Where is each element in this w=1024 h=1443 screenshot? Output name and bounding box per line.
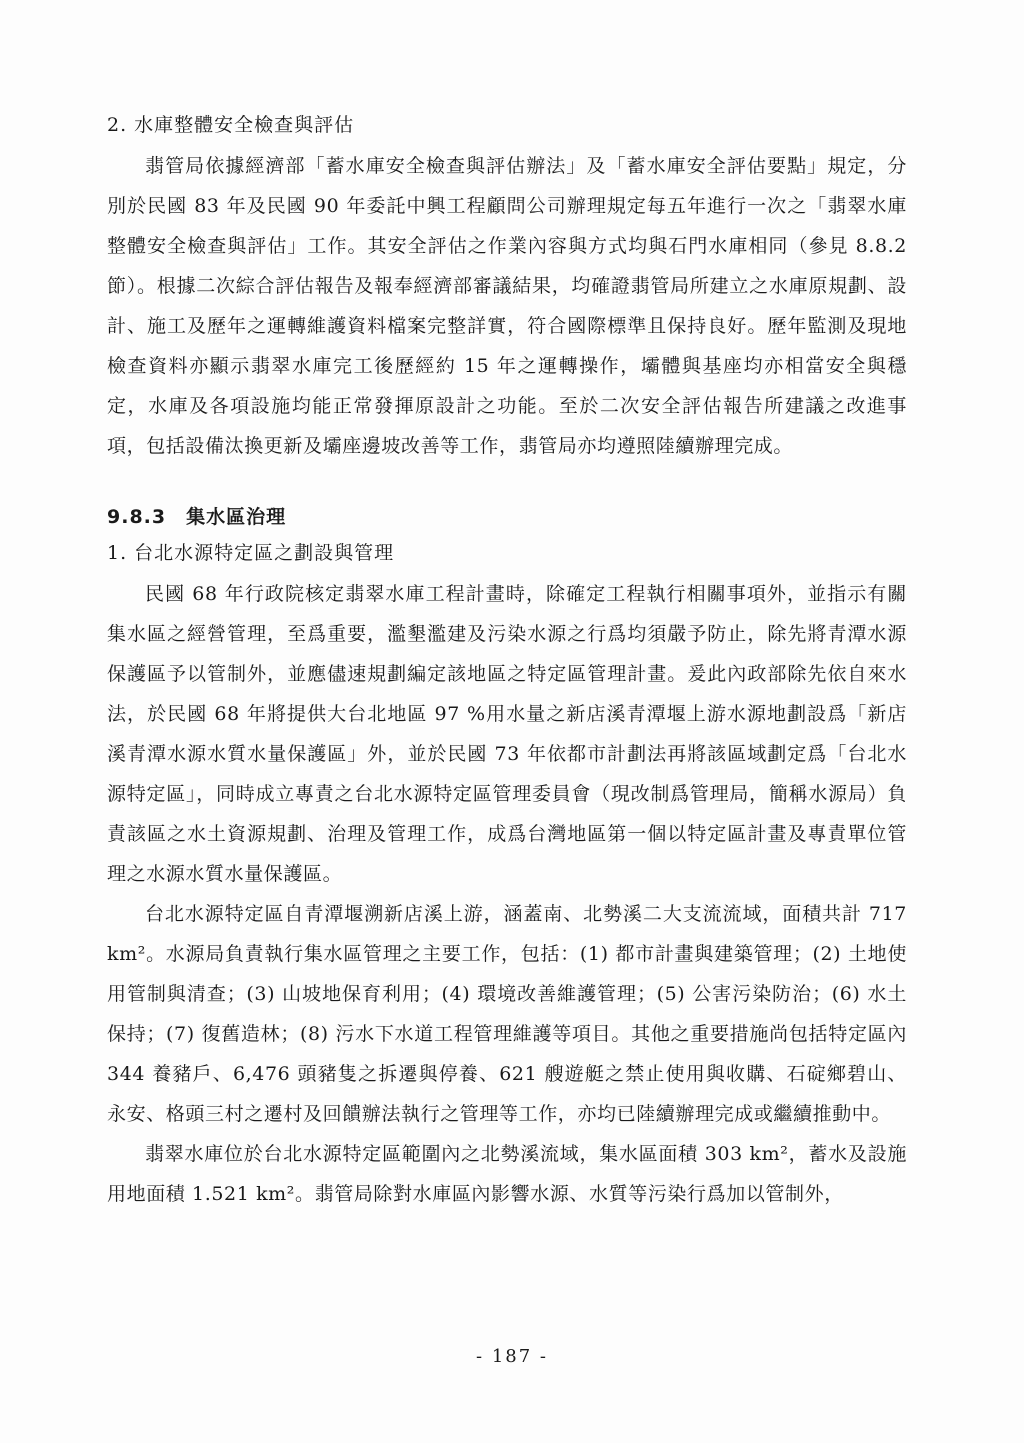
section-watershed-management — [107, 502, 907, 532]
section-heading: 9.8.3 集水區治理 — [107, 506, 287, 528]
page-content — [107, 110, 907, 1214]
section-dam-safety — [107, 110, 907, 466]
body-paragraph: 翡管局依據經濟部「蓄水庫安全檢查與評估辦法」及「蓄水庫安全評估要點」規定，分別於民國 83 年及民國 90 年委託中興工程顧問公司辦理規定每五年進行一次之「翡翠水庫整體安全檢查與評估」工作。其安全評估之作業內容與方式均與石門水庫相同（參見 8.8.2 節）。根據二次綜合評估報告及報奉經濟部審議結果，均確證翡管局所建立之水庫原規劃、設計、施工及歷年之運轉維護資料檔案完整詳實，符合國際標準且保持良好。歷年監測及現地檢查資料亦顯示翡翠水庫完工後歷經約 15 年之運轉操作，壩體與基座均亦相當安全與穩定，水庫及各項設施均能正常發揮原設計之功能。至於二次安全評估報告所建議之改進事項，包括設備汰換更新及壩座邊坡改善等工作，翡管局亦均遵照陸續辦理完成。 — [107, 155, 907, 457]
page-number: - 187 - — [476, 1346, 548, 1367]
body-paragraph: 民國 68 年行政院核定翡翠水庫工程計畫時，除確定工程執行相關事項外，並指示有關集水區之經營管理，至爲重要，濫墾濫建及污染水源之行爲均須嚴予防止，除先將青潭水源保護區予以管制外，並應儘速規劃編定該地區之特定區管理計畫。爰此內政部除先依自來水法，於民國 68 年將提供大台北地區 97 %用水量之新店溪青潭堰上游水源地劃設爲「新店溪青潭水源水質水量保護區」外，並於民國 73 年依都市計劃法再將該區域劃定爲「台北水源特定區」，同時成立專責之台北水源特定區管理委員會（現改制爲管理局，簡稱水源局）負責該區之水土資源規劃、治理及管理工作，成爲台灣地區第一個以特定區計畫及專責單位管理之水源水質水量保護區。 — [107, 583, 907, 885]
subsection-heading: 2. 水庫整體安全檢查與評估 — [107, 114, 355, 136]
section-taipei-water-zone — [107, 538, 907, 1214]
subsection-heading: 1. 台北水源特定區之劃設與管理 — [107, 542, 395, 564]
body-paragraph: 翡翠水庫位於台北水源特定區範圍內之北勢溪流域，集水區面積 303 km²，蓄水及設施用地面積 1.521 km²。翡管局除對水庫區內影響水源、水質等污染行爲加以管制外， — [107, 1143, 907, 1205]
body-paragraph: 台北水源特定區自青潭堰溯新店溪上游，涵蓋南、北勢溪二大支流流域，面積共計 717 km²。水源局負責執行集水區管理之主要工作，包括：(1) 都市計畫與建築管理；(2) 土地使用管制與清查；(3) 山坡地保育利用；(4) 環境改善維護管理；(5) 公害污染防治；(6) 水土保持；(7) 復舊造林；(8) 污水下水道工程管理維護等項目。其他之重要措施尚包括特定區內 344 養豬戶、6,476 頭豬隻之拆遷與停養、621 艘遊艇之禁止使用與收購、石碇鄉碧山、永安、格頭三村之遷村及回饋辦法執行之管理等工作，亦均已陸續辦理完成或繼續推動中。 — [107, 903, 907, 1125]
